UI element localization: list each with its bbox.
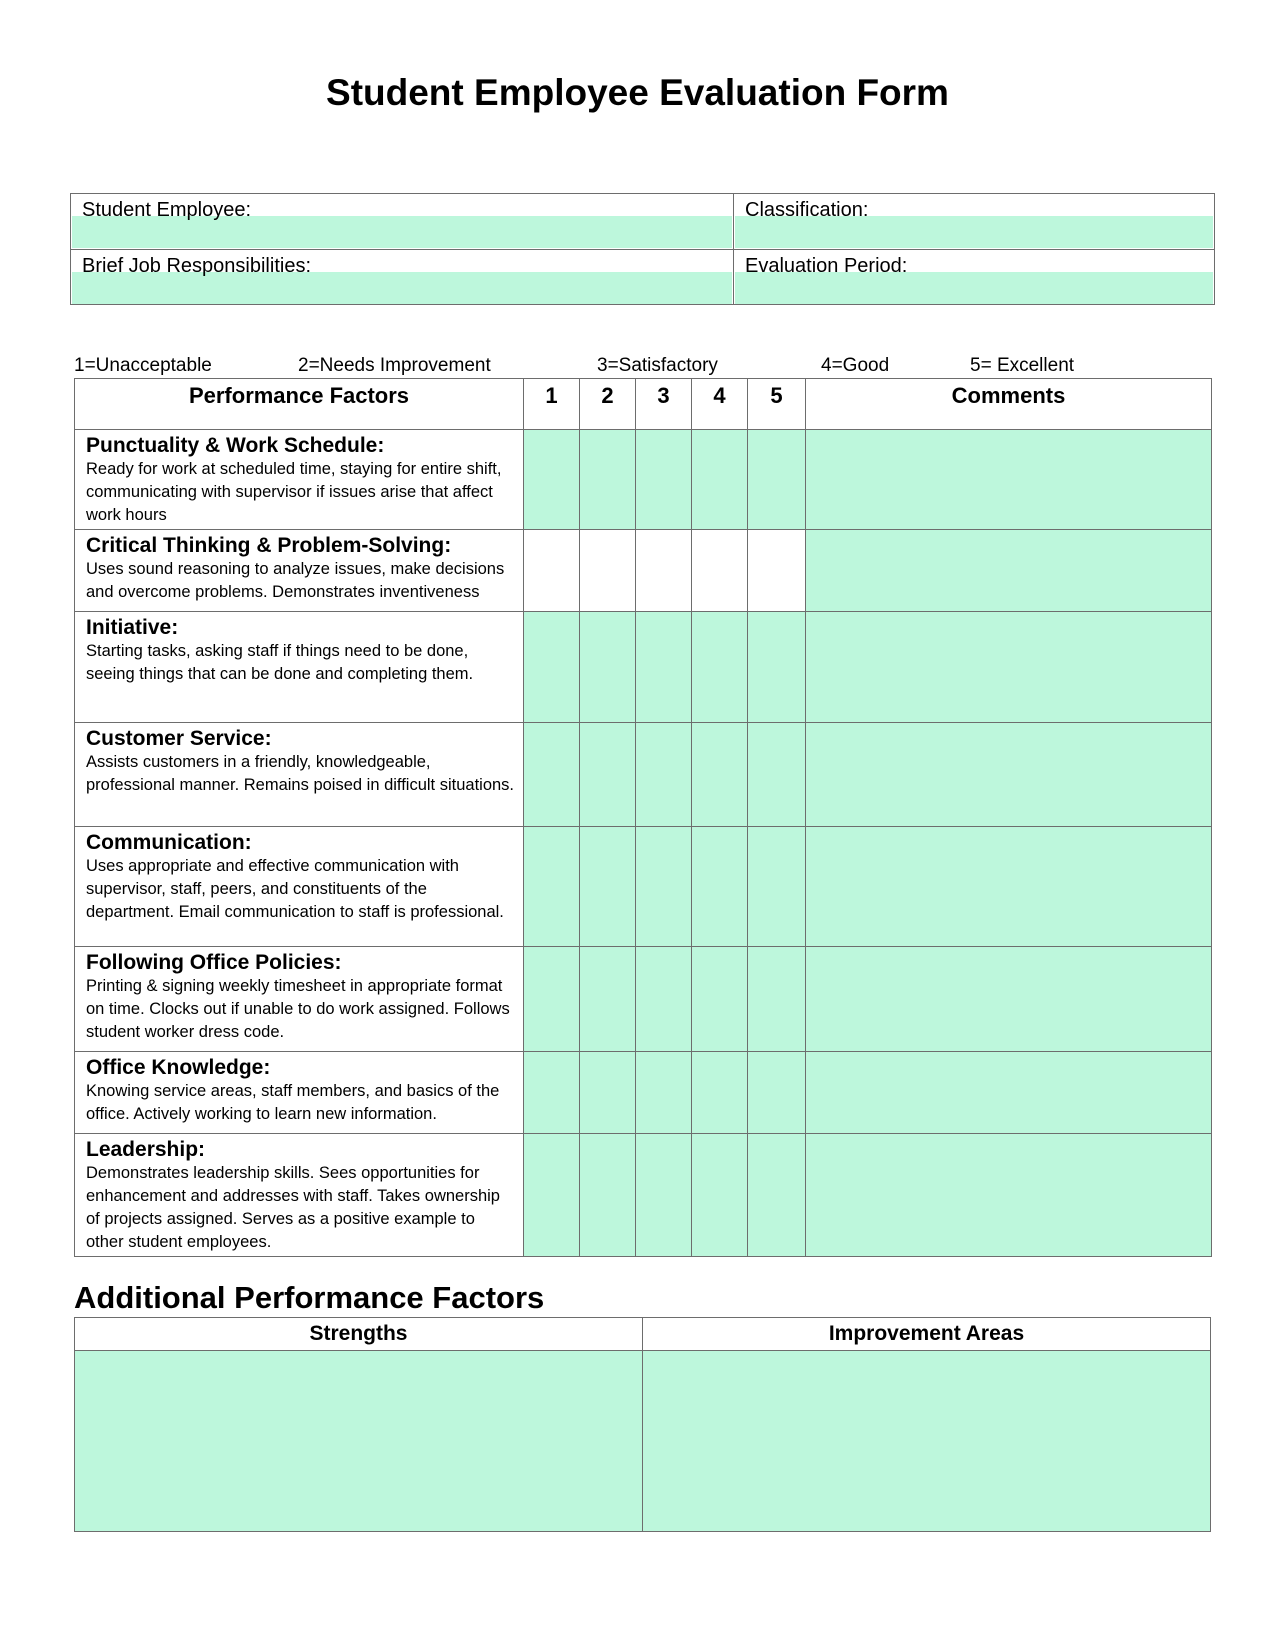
factor-cell (75, 1052, 524, 1134)
factor-cell (75, 430, 524, 530)
job-responsibilities-cell (71, 250, 734, 305)
rating-1-cell[interactable] (524, 1134, 580, 1257)
factor-name: Punctuality & Work Schedule: (86, 434, 385, 457)
header-rating-1: 1 (524, 379, 580, 430)
comments-cell[interactable] (806, 612, 1212, 723)
additional-factors-title: Additional Performance Factors (74, 1280, 545, 1315)
rating-1-cell[interactable] (524, 947, 580, 1052)
rating-3-cell[interactable] (636, 612, 692, 723)
strengths-header: Strengths (75, 1318, 643, 1351)
header-performance-factors: Performance Factors (75, 379, 524, 430)
factor-description: Ready for work at scheduled time, staying for entire shift, communicating with supervisor if issues arise that affect work hours (86, 460, 502, 524)
performance-header-row (75, 379, 1212, 430)
factor-cell (75, 723, 524, 827)
strengths-field[interactable] (75, 1351, 643, 1532)
factor-cell (75, 947, 524, 1052)
factor-cell (75, 1134, 524, 1257)
factor-name: Critical Thinking & Problem-Solving: (86, 534, 452, 557)
rating-2-cell[interactable] (580, 1052, 636, 1134)
factor-cell (75, 530, 524, 612)
additional-input-row (75, 1351, 1211, 1532)
header-rating-5: 5 (748, 379, 806, 430)
factor-description: Printing & signing weekly timesheet in appropriate format on time. Clocks out if unable to do work assigned. Follows student worker dress code. (86, 977, 510, 1041)
performance-table (74, 378, 1212, 1257)
factor-name: Communication: (86, 831, 252, 854)
factor-name: Customer Service: (86, 727, 272, 750)
factor-name: Leadership: (86, 1138, 206, 1161)
factor-name: Following Office Policies: (86, 951, 342, 974)
rating-3-cell[interactable] (636, 723, 692, 827)
header-comments: Comments (806, 379, 1212, 430)
rating-3-cell[interactable] (636, 1134, 692, 1257)
job-responsibilities-label: Brief Job Responsibilities: (82, 255, 311, 277)
evaluation-period-label: Evaluation Period: (745, 255, 908, 277)
factor-name: Initiative: (86, 616, 179, 639)
comments-cell[interactable] (806, 947, 1212, 1052)
rating-5-cell[interactable] (748, 947, 806, 1052)
rating-3-cell[interactable] (636, 530, 692, 612)
student-employee-cell (71, 194, 734, 249)
rating-4-cell[interactable] (692, 723, 748, 827)
evaluation-period-cell (734, 250, 1214, 305)
classification-label: Classification: (745, 199, 869, 221)
rating-3-cell[interactable] (636, 827, 692, 947)
factor-name: Office Knowledge: (86, 1056, 271, 1079)
factor-description: Demonstrates leadership skills. Sees opportunities for enhancement and addresses with staff. Takes ownership of projects assigned. Serves as a positive example to other student employees. (86, 1164, 500, 1251)
rating-3-cell[interactable] (636, 430, 692, 530)
classification-cell (734, 194, 1214, 249)
scale-2: 2=Needs Improvement (298, 355, 491, 376)
header-rating-3: 3 (636, 379, 692, 430)
rating-2-cell[interactable] (580, 827, 636, 947)
rating-5-cell[interactable] (748, 1052, 806, 1134)
rating-4-cell[interactable] (692, 530, 748, 612)
improvement-areas-header: Improvement Areas (643, 1318, 1211, 1351)
info-row-1 (71, 194, 1214, 250)
rating-4-cell[interactable] (692, 612, 748, 723)
comments-cell[interactable] (806, 430, 1212, 530)
comments-cell[interactable] (806, 827, 1212, 947)
factor-row-office-policies (75, 947, 1212, 1052)
improvement-areas-field[interactable] (643, 1351, 1211, 1532)
rating-4-cell[interactable] (692, 1134, 748, 1257)
factor-row-punctuality (75, 430, 1212, 530)
rating-1-cell[interactable] (524, 430, 580, 530)
additional-header-row (75, 1318, 1211, 1351)
rating-4-cell[interactable] (692, 1052, 748, 1134)
rating-4-cell[interactable] (692, 947, 748, 1052)
header-rating-2: 2 (580, 379, 636, 430)
factor-cell (75, 612, 524, 723)
comments-cell[interactable] (806, 530, 1212, 612)
additional-factors-table (74, 1317, 1211, 1532)
comments-cell[interactable] (806, 1134, 1212, 1257)
rating-1-cell[interactable] (524, 723, 580, 827)
info-row-2 (71, 250, 1214, 305)
rating-5-cell[interactable] (748, 430, 806, 530)
comments-cell[interactable] (806, 723, 1212, 827)
rating-4-cell[interactable] (692, 430, 748, 530)
factor-description: Knowing service areas, staff members, and basics of the office. Actively working to learn new information. (86, 1082, 500, 1123)
factor-description: Uses appropriate and effective communication with supervisor, staff, peers, and constituents of the department. Email communication to staff is professional. (86, 857, 504, 921)
factor-row-communication (75, 827, 1212, 947)
header-rating-4: 4 (692, 379, 748, 430)
factor-cell (75, 827, 524, 947)
rating-2-cell[interactable] (580, 1134, 636, 1257)
rating-2-cell[interactable] (580, 612, 636, 723)
rating-3-cell[interactable] (636, 947, 692, 1052)
rating-1-cell[interactable] (524, 612, 580, 723)
student-employee-label: Student Employee: (82, 199, 251, 221)
factor-description: Assists customers in a friendly, knowledgeable, professional manner. Remains poised in difficult situations. (86, 753, 515, 794)
scale-3: 3=Satisfactory (597, 355, 718, 376)
rating-4-cell[interactable] (692, 827, 748, 947)
rating-1-cell[interactable] (524, 530, 580, 612)
factor-row-office-knowledge (75, 1052, 1212, 1134)
rating-2-cell[interactable] (580, 530, 636, 612)
rating-5-cell[interactable] (748, 723, 806, 827)
scale-5: 5= Excellent (970, 355, 1075, 376)
factor-description: Starting tasks, asking staff if things need to be done, seeing things that can be done and completing them. (86, 642, 474, 683)
rating-5-cell[interactable] (748, 530, 806, 612)
comments-cell[interactable] (806, 1052, 1212, 1134)
factor-row-customer-service (75, 723, 1212, 827)
rating-2-cell[interactable] (580, 947, 636, 1052)
rating-3-cell[interactable] (636, 1052, 692, 1134)
scale-4: 4=Good (821, 355, 890, 376)
employee-info-box (70, 193, 1215, 305)
scale-1: 1=Unacceptable (74, 355, 212, 376)
factor-description: Uses sound reasoning to analyze issues, make decisions and overcome problems. Demonstrates inventiveness (86, 560, 505, 601)
factor-row-critical-thinking (75, 530, 1212, 612)
rating-5-cell[interactable] (748, 612, 806, 723)
rating-1-cell[interactable] (524, 827, 580, 947)
form-title: Student Employee Evaluation Form (326, 72, 949, 113)
factor-row-leadership (75, 1134, 1212, 1257)
rating-2-cell[interactable] (580, 723, 636, 827)
rating-5-cell[interactable] (748, 1134, 806, 1257)
rating-2-cell[interactable] (580, 430, 636, 530)
rating-5-cell[interactable] (748, 827, 806, 947)
factor-row-initiative (75, 612, 1212, 723)
rating-1-cell[interactable] (524, 1052, 580, 1134)
rating-scale-legend (0, 355, 1275, 379)
